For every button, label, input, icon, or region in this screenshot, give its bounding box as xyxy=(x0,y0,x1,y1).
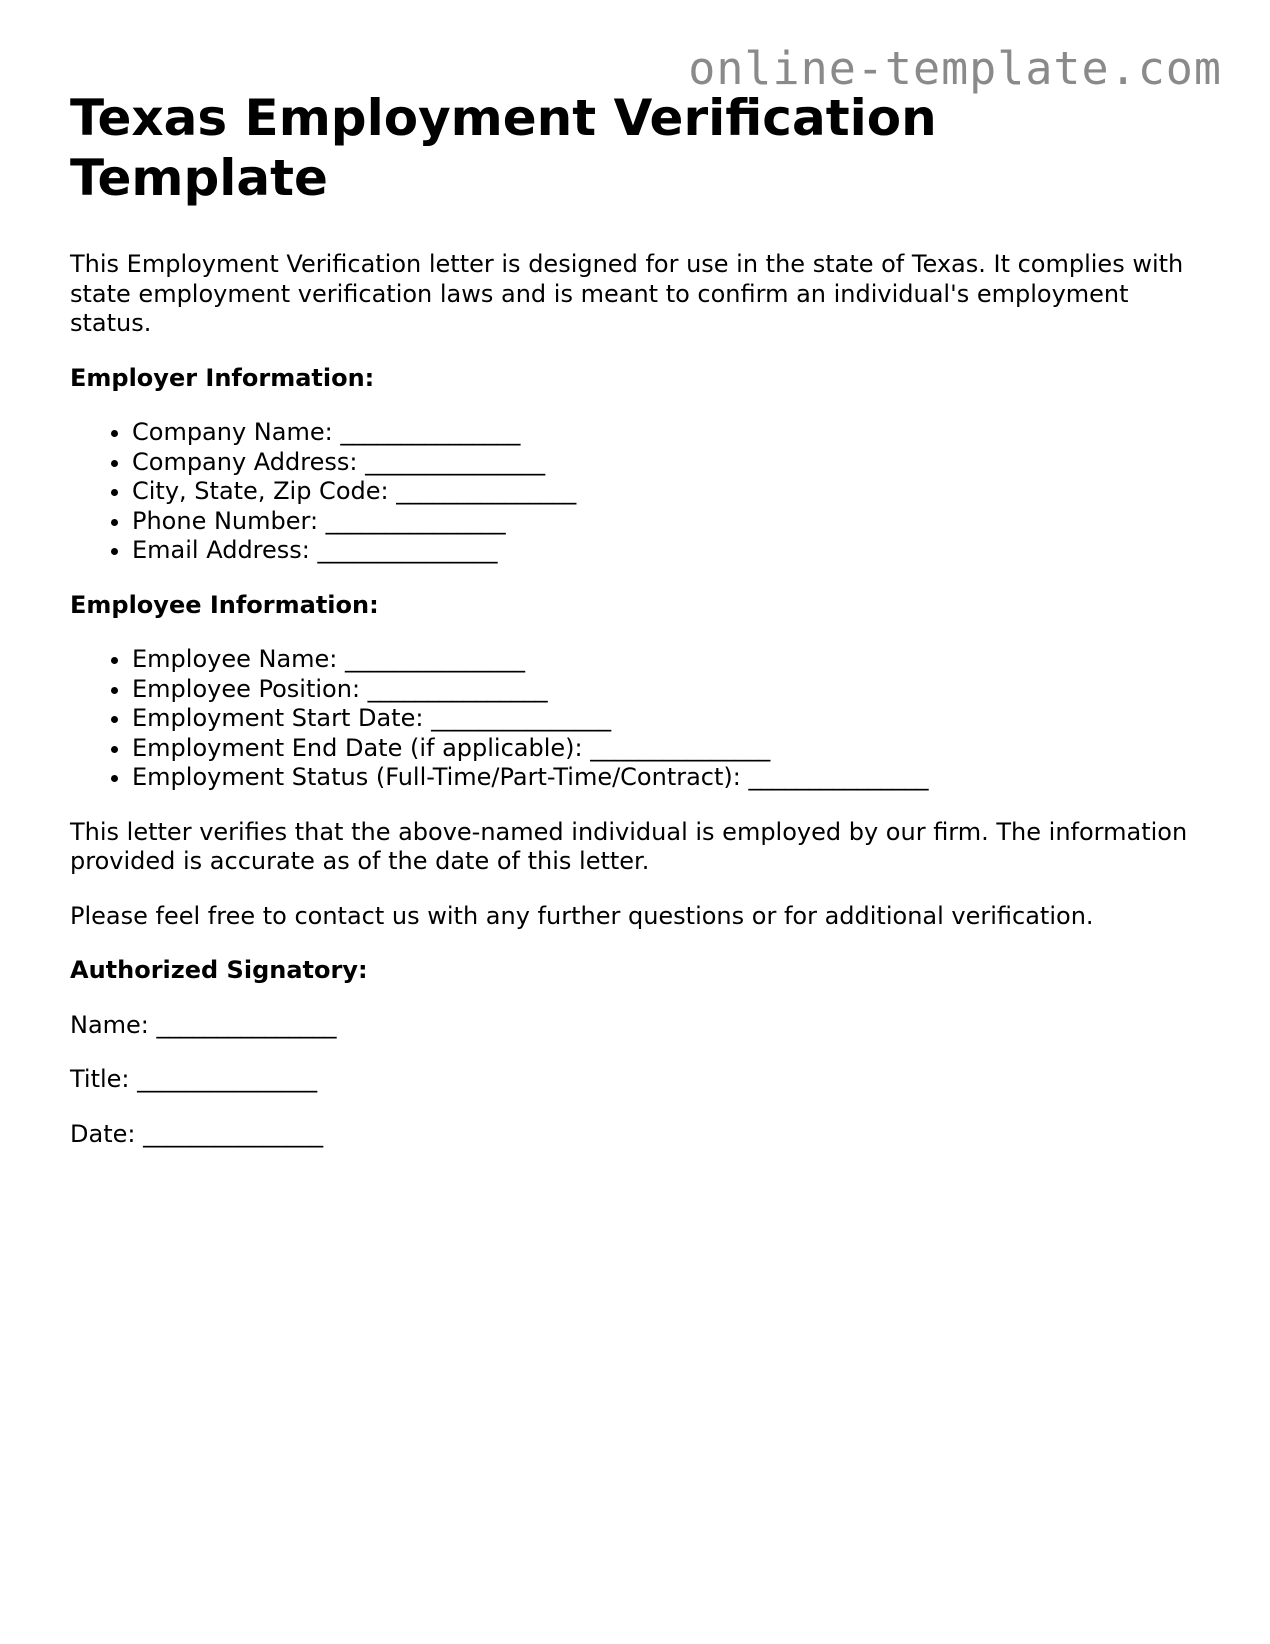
list-item-end-date: • Employment End Date (if applicable): _______________ xyxy=(132,734,1210,764)
verification-paragraph: This letter verifies that the above-named individual is employed by our firm. The information provided is accurate as of the date of this letter. xyxy=(70,817,1188,875)
contact-paragraph: Please feel free to contact us with any further questions or for additional verification. xyxy=(70,901,1094,930)
signatory-name-line: Name: _______________ xyxy=(70,1010,337,1039)
signatory-title-line: Title: _______________ xyxy=(70,1065,318,1093)
list-item-company-address: • Company Address: _______________ xyxy=(132,448,1210,478)
employer-info-list xyxy=(70,418,1210,566)
list-item-phone-number: • Phone Number: _______________ xyxy=(132,507,1210,537)
employee-section-heading: Employee Information: xyxy=(70,590,379,619)
list-item-company-name: • Company Name: _______________ xyxy=(132,418,1210,448)
signatory-date-line: Date: _______________ xyxy=(70,1119,324,1148)
list-item-start-date: • Employment Start Date: _______________ xyxy=(132,704,1210,734)
list-item-employee-position: • Employee Position: _______________ xyxy=(132,675,1210,705)
intro-paragraph: This Employment Verification letter is designed for use in the state of Texas. It complies with state employment verification laws and is meant to confirm an individual's employment status. xyxy=(70,250,1184,337)
list-item-employment-status: • Employment Status (Full-Time/Part-Time/Contract): _______________ xyxy=(132,763,1210,793)
list-item-email-address: • Email Address: _______________ xyxy=(132,536,1210,566)
document-page xyxy=(70,88,1210,1149)
employer-section-heading: Employer Information: xyxy=(70,363,375,392)
list-item-city-state-zip: • City, State, Zip Code: _______________ xyxy=(132,477,1210,507)
signatory-section-heading: Authorized Signatory: xyxy=(70,956,368,984)
employee-info-list xyxy=(70,645,1210,793)
document-title: Texas Employment Verification Template xyxy=(70,89,937,207)
watermark: online-template.com xyxy=(688,42,1222,95)
list-item-employee-name: • Employee Name: _______________ xyxy=(132,645,1210,675)
